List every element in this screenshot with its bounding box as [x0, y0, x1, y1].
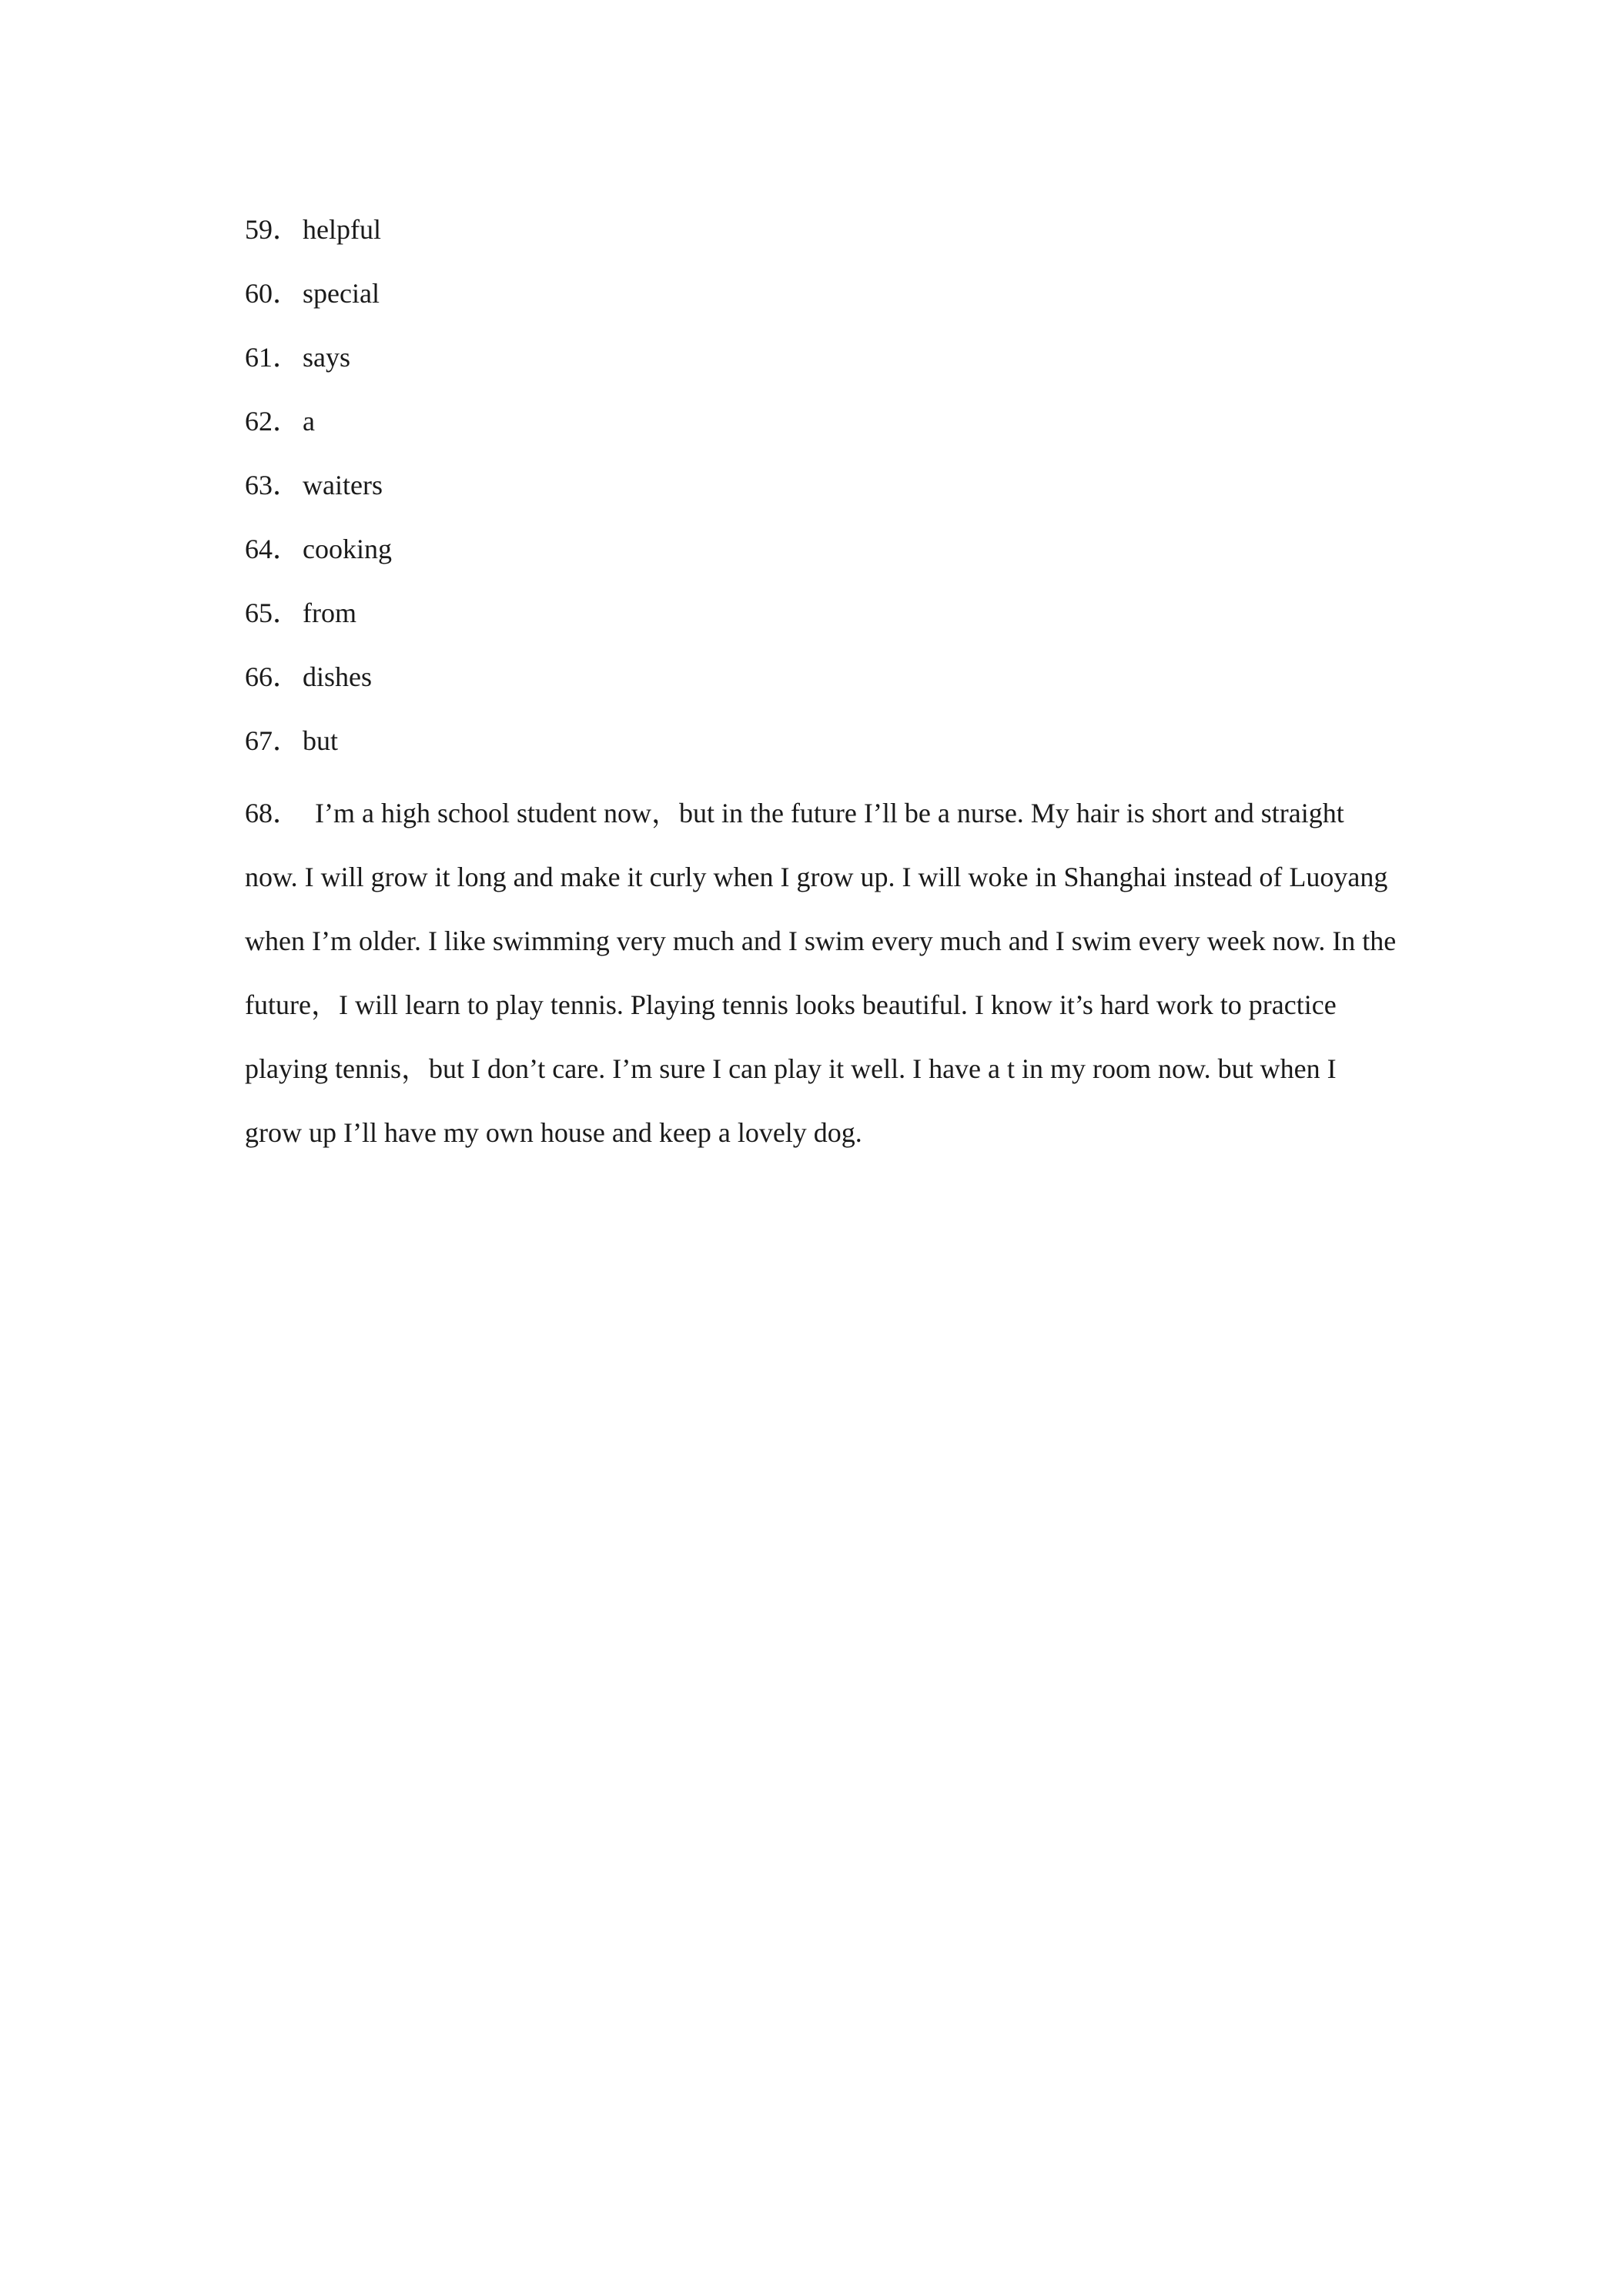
essay-text: I’m a high school student now，but in the future I’ll be a nurse. My hair is short and straight now. I will grow it long and make it curly when I grow up. I will woke in Shanghai instead of Luoyang when I’m older. I like swimming very much and I swim every much and I swim every week now. In the future，I will learn to play tennis. Playing tennis looks beautiful. I know it’s hard work to practice playing tennis，but I don’t care. I’m sure I can play it well. I have a t in my room now. but when I grow up I’ll have my own house and keep a lovely dog.: [245, 798, 1397, 1148]
answer-text: says: [303, 342, 350, 373]
answer-text: waiters: [303, 470, 383, 500]
answer-text: from: [303, 597, 356, 628]
answer-item-60: [245, 270, 1400, 334]
answer-text: special: [303, 278, 380, 309]
answer-text: a: [303, 406, 315, 437]
answer-item-59: [245, 206, 1400, 270]
answer-number: 61．: [245, 342, 301, 373]
answer-text: helpful: [303, 214, 381, 245]
answer-item-66: [245, 654, 1400, 718]
answer-number: 65．: [245, 597, 301, 628]
answer-text: but: [303, 725, 339, 756]
answer-item-61: [245, 334, 1400, 398]
answer-number: 60．: [245, 278, 301, 309]
answer-number: 66．: [245, 661, 301, 692]
answer-item-67: [245, 718, 1400, 782]
answer-number: 64．: [245, 534, 301, 564]
answer-text: dishes: [303, 661, 372, 692]
answer-item-63: [245, 462, 1400, 526]
answer-number: 59．: [245, 214, 301, 245]
answer-item-62: [245, 398, 1400, 462]
answer-number: 67．: [245, 725, 301, 756]
essay-number: 68．: [245, 798, 301, 828]
answer-item-64: [245, 526, 1400, 590]
answer-number: 63．: [245, 470, 301, 500]
answer-text: cooking: [303, 534, 392, 564]
answer-item-65: [245, 590, 1400, 654]
answer-number: 62．: [245, 406, 301, 437]
answer-content: [245, 206, 1400, 1165]
essay-answer-68: [245, 782, 1400, 1165]
answer-list: [245, 206, 1400, 782]
